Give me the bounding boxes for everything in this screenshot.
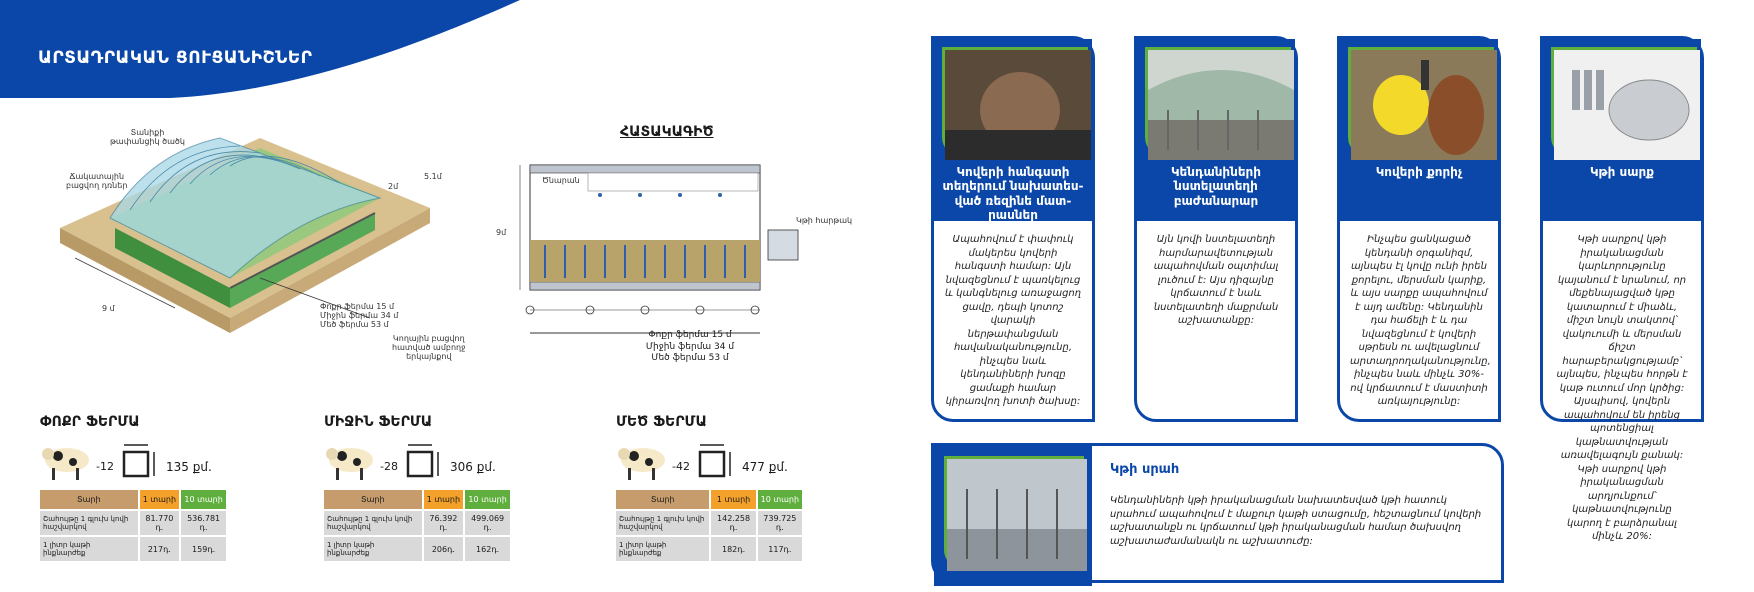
label-side-doors: Ճակատային բացվող դռներ [66, 172, 128, 191]
card-milking-machine [1540, 36, 1704, 542]
plan-label-width: 9մ [496, 228, 507, 237]
cow-count: -42 [672, 460, 690, 473]
card-text: Կթի սարքով կթի իրականացման կարևորությունը կայանում է նրանում, որ մեքենայացված կթը կատարում է միաձև, միշտ նույն տակտով՝ վակուումի և մերսման ճիշտ հարաբերակցությամբ՝ այնպես, ինչպես հորթն է կաթ ուտում մոր կրծից: Այսպիսով, կովերն ապահովում են իրենց պոտենցիալ կաթնատվության առավելագույն քանակ: Կթի սարքով կթի իրականացման արդյունքում՝ կաթնատվությունը կարող է բարձրանալ մինչև 20%: [1556, 234, 1688, 542]
card-text: Այն կովի նստելատեղի հարմարավետության ապահովման օպտիմալ լուծում է: Այս դիզայնը կրճատում է նաև նստելատեղի մաքրման աշխատանքը: [1153, 234, 1279, 326]
card-title: Կովերի հանգստի տեղերում նախատես-ված ռեզինե մատ-րասներ [942, 165, 1084, 223]
plan-label-milking: Կթի հարթակ [796, 216, 853, 225]
farm-area: 306 քմ. [450, 460, 496, 474]
farm-medium [324, 414, 524, 563]
photo-cow-brush [1348, 47, 1494, 157]
label-height-2m: 2մ [388, 182, 399, 191]
plan-title: ՀԱՏԱԿԱԳԻԾ [620, 124, 714, 140]
label-width-9m: 9 մ [102, 304, 115, 313]
cow-count: -12 [96, 460, 114, 473]
card-rubber-mats [931, 36, 1095, 422]
farm-table: Տարի 1 տարի 10 տարի Շահույթը 1 գլուխ կովի հաշվարկով 76.392 դ. 499.069 դ. 1 լիտր կաթի ինքնարժեք 206դ. 162դ. [322, 488, 512, 563]
plan-caption: Փոքր ֆերմա 15 մ Միջին ֆերմա 34 մ Մեծ ֆերմա 53 մ [645, 330, 735, 364]
photo-milking-parlour [944, 456, 1084, 568]
farm-title: ՄԻՋԻՆ ՖԵՐՄԱ [324, 414, 433, 430]
farm-table: Տարի 1 տարի 10 տարի Շահույթը 1 գլուխ կովի հաշվարկով 142.258 դ. 739.725 դ. 1 լիտր կաթի ինքնարժեք 182դ. 117դ. [614, 488, 804, 563]
area-icon [404, 440, 444, 482]
plan-label-room: Ծնարան [542, 176, 580, 185]
farm-area: 477 քմ. [742, 460, 788, 474]
card-title: Կթի սարք [1590, 165, 1654, 179]
farm-area: 135 քմ. [166, 460, 212, 474]
farm-title: ՄԵԾ ՖԵՐՄԱ [616, 414, 707, 430]
wide-card-title: Կթի սրահ [1110, 462, 1180, 477]
label-height-5m: 5.1մ [424, 172, 442, 181]
cow-icon [40, 440, 94, 482]
farm-title: ՓՈՔՐ ՖԵՐՄԱ [40, 414, 140, 430]
card-text: Ինչպես ցանկացած կենդանի օրգանիզմ, այնպես էլ կովը ունի իրեն քորելու, մերսման կարիք, և այս սարքը ապահովում է այդ ամենը: Կենդանին դա հաճելի է և դա նվազեցնում է կովերի սթրեսն ու ավելացնում արտադրողականությունը, ինչպես նաև մինչև 30%-ով կրճատում է մաստիտի առկայությունը: [1350, 234, 1491, 407]
farm-small [40, 414, 240, 563]
cow-icon [324, 440, 378, 482]
label-curtain: Կողային բացվող հատված ամբողջ երկայնքով [392, 334, 466, 362]
wide-card-text: Կենդանիների կթի իրականացման նախատեսված կթի հատուկ սրահում ապահովում է մաքուր կաթի ստացումը, հեշտացնում կովերի աշխատանքն ու կրճատում կթի իրականացման համար ծախսվող աշխատաժամանակն ու աշխատուժը: [1110, 495, 1482, 547]
page-title: ԱՐՏԱԴՐԱԿԱՆ ՑՈՒՑԱՆԻՇՆԵՐ [38, 48, 313, 68]
card-title: Կովերի քորիչ [1375, 165, 1463, 179]
card-title: Կենդանիների նստելատեղի բաժանարար [1171, 165, 1261, 208]
area-icon [120, 440, 160, 482]
cow-count: -28 [380, 460, 398, 473]
photo-stall-divider [1145, 47, 1291, 157]
photo-rubber-mats [942, 47, 1088, 157]
photo-milking-machine [1551, 47, 1697, 157]
card-milking-parlour [931, 443, 1504, 583]
label-farm-sizes: Փոքր ֆերմա 15 մ Միջին ֆերմա 34 մ Մեծ ֆերմա 53 մ [320, 302, 399, 330]
greenhouse-diagram [60, 118, 460, 358]
area-icon [696, 440, 736, 482]
label-roof: Տանիքի թափանցիկ ծածկ [110, 128, 185, 147]
farm-large [616, 414, 816, 563]
cow-icon [616, 440, 670, 482]
card-stall-divider [1134, 36, 1298, 422]
card-cow-brush [1337, 36, 1501, 422]
card-text: Ապահովում է փափուկ մակերես կովերի հանգստի համար: Այն նվազեցնում է պառկելուց և կանգնելուց առաջացող ցավը, դեպի կոտոշ վարակի ներթափանցման հավանականությունը, ինչպես նաև կենդանիների խոզը ցամաքի համար կիրառվող խոտի ծախսը: [944, 234, 1082, 407]
farm-table: Տարի 1 տարի 10 տարի Շահույթը 1 գլուխ կովի հաշվարկով 81.770 դ. 536.781 դ. 1 լիտր կաթի ինքնարժեք 217դ. 159դ. [38, 488, 228, 563]
